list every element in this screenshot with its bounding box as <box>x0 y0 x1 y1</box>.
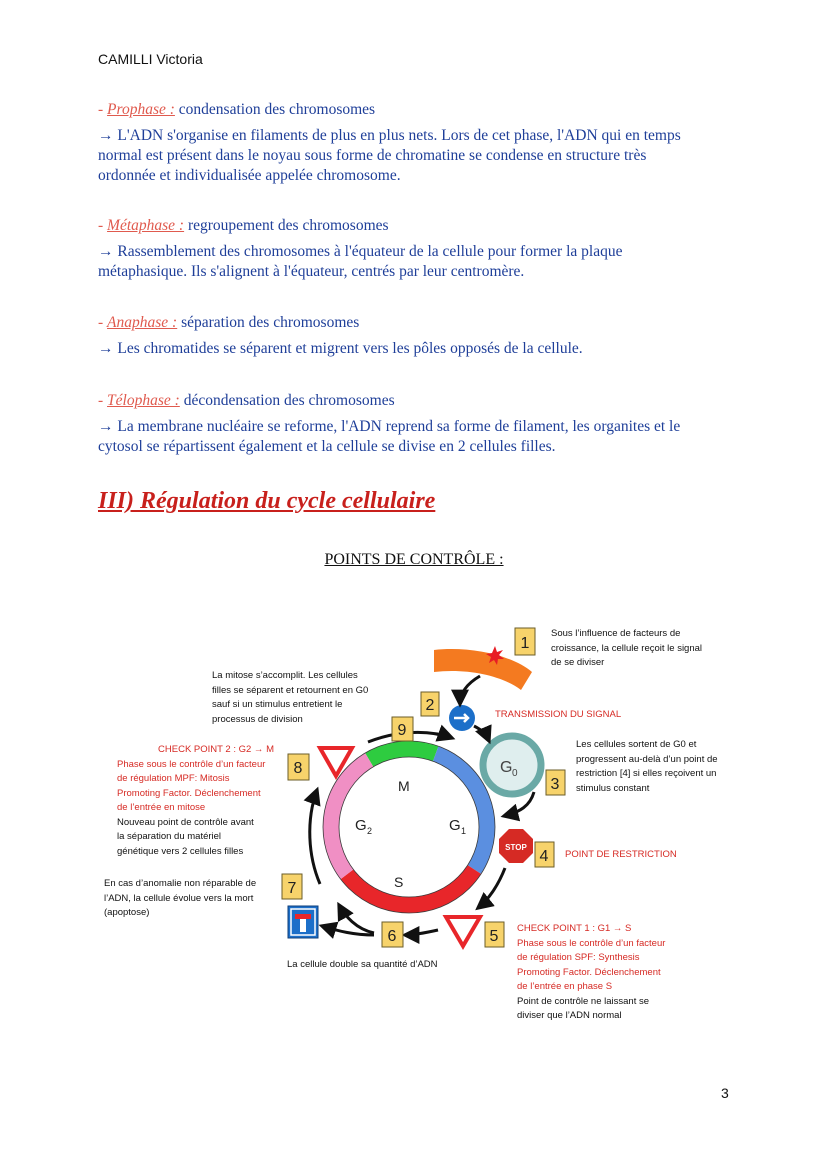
note-line: Les cellules sortent de G0 et <box>576 739 697 750</box>
note-line: (apoptose) <box>104 907 150 918</box>
phase-heading: - Métaphase : regroupement des chromosomes <box>98 217 389 234</box>
phase-m-segment <box>369 749 436 760</box>
label-g1-sub: 1 <box>461 826 467 836</box>
note-line: Nouveau point de contrôle avant <box>117 816 254 828</box>
note-9 <box>212 669 378 727</box>
note-5 <box>517 922 682 1024</box>
note-line: la séparation du matériel <box>117 831 222 842</box>
apoptosis-sign-stem <box>300 919 306 932</box>
phase-heading: - Anaphase : séparation des chromosomes <box>98 314 360 331</box>
description-line: normal est présent dans le noyau sous forme de chromatine se condense en structure très <box>98 147 647 164</box>
phase-name: Métaphase : <box>107 217 185 234</box>
note-line: stimulus constant <box>576 782 650 794</box>
label-g0: G <box>500 759 513 776</box>
label-m: M <box>398 778 410 794</box>
note-line: Phase sous le contrôle d’un facteur <box>117 758 266 770</box>
phase-heading: - Prophase : condensation des chromosomes <box>98 101 376 118</box>
label-g2: G <box>355 817 367 834</box>
label-g0-sub: 0 <box>512 768 518 779</box>
step-5-number: 5 <box>489 928 499 945</box>
phase-name: Télophase : <box>107 392 180 409</box>
arrow-to-checkpoint-1 <box>478 868 505 908</box>
label-g1: G <box>449 817 461 834</box>
description-line: métaphasique. Ils s'alignent à l'équateur, centrés par leur centromère. <box>98 263 525 280</box>
step-1-number: 1 <box>520 635 530 652</box>
note-line: Phase sous le contrôle d’un facteur <box>517 937 666 949</box>
note-3 <box>576 738 741 796</box>
stop-sign-text: STOP <box>505 843 527 852</box>
phase-name: Prophase : <box>107 101 175 118</box>
note-line: diviser que l’ADN normal <box>517 1010 622 1021</box>
note-line: Promoting Factor. Déclenchement <box>517 966 661 978</box>
note-line: En cas d’anomalie non réparable de <box>104 878 257 889</box>
checkpoint-1-triangle-icon <box>446 917 480 946</box>
label-s: S <box>394 874 404 890</box>
phase-heading: - Télophase : décondensation des chromosomes <box>98 392 395 409</box>
note-line: restriction [4] si elles reçoivent un <box>576 768 717 779</box>
note-line: de régulation SPF: Synthesis <box>517 952 640 963</box>
step-7-number: 7 <box>287 880 297 897</box>
note-line: génétique vers 2 cellules filles <box>117 845 244 857</box>
note-line: croissance, la cellule reçoit le signal <box>551 642 703 654</box>
label-g2-sub: 2 <box>367 826 373 836</box>
apoptosis-sign-bar <box>295 914 311 919</box>
step-9-number: 9 <box>397 722 407 739</box>
note-line: processus de division <box>212 713 303 725</box>
step-8-number: 8 <box>293 760 303 777</box>
arrow-to-g0 <box>474 726 489 741</box>
phase-summary: regroupement des chromosomes <box>187 217 389 234</box>
note-6: La cellule double sa quantité d’ADN <box>287 959 438 970</box>
diagram-title: POINTS DE CONTRÔLE : <box>324 551 504 568</box>
section-title: III) Régulation du cycle cellulaire <box>98 488 436 514</box>
description-line: ordonnée et individualisée appelée chromosome. <box>98 167 401 184</box>
author-header: CAMILLI Victoria <box>98 51 203 67</box>
note-4: POINT DE RESTRICTION <box>565 849 677 860</box>
note-line: La mitose s’accomplit. Les cellules <box>212 670 358 681</box>
page-number: 3 <box>721 1085 729 1101</box>
note-line: CHECK POINT 1 : G1 → S <box>517 923 632 934</box>
note-line: l’ADN, la cellule évolue vers la mort <box>104 892 254 904</box>
note-7 <box>104 877 274 921</box>
note-2: TRANSMISSION DU SIGNAL <box>495 709 622 720</box>
step-6-number: 6 <box>387 928 397 945</box>
phase-summary: condensation des chromosomes <box>178 101 376 118</box>
phase-summary: décondensation des chromosomes <box>183 392 395 409</box>
arrow-g2-to-checkpoint-2 <box>310 790 320 884</box>
description-line: → L'ADN s'organise en filaments de plus en plus nets. Lors de cet phase, l'ADN qui en temps <box>98 127 681 144</box>
note-line: de l’entrée en mitose <box>117 802 206 813</box>
description-line: → Les chromatides se séparent et migrent vers les pôles opposés de la cellule. <box>98 340 583 357</box>
note-line: de l’entrée en phase S <box>517 981 613 992</box>
note-8 <box>117 743 274 859</box>
note-line: de régulation MPF: Mitosis <box>117 773 230 784</box>
step-3-number: 3 <box>550 776 560 793</box>
note-line: Sous l’influence de facteurs de <box>551 628 681 639</box>
arrow-signal-in <box>460 676 480 704</box>
arrow-s-to-g2 <box>339 905 374 933</box>
note-line: progressent au-delà d’un point de <box>576 753 718 765</box>
arrow-to-step-6 <box>405 930 438 935</box>
phase-g1-segment <box>436 754 487 870</box>
description-line: → Rassemblement des chromosomes à l'équateur de la cellule pour former la plaque <box>98 243 623 260</box>
note-line: de se diviser <box>551 657 605 668</box>
phase-name: Anaphase : <box>107 314 178 331</box>
description-line: → La membrane nucléaire se reforme, l'ADN reprend sa forme de filament, les organites et le <box>98 418 681 435</box>
note-line: sauf si un stimulus entretient le <box>212 699 343 710</box>
phase-summary: séparation des chromosomes <box>181 314 360 331</box>
note-line: Point de contrôle ne laissant se <box>517 995 650 1007</box>
note-line: filles se séparent et retournent en G0 <box>212 684 369 696</box>
note-1 <box>551 627 716 671</box>
description-line: cytosol se répartissent également et la cellule se divise en 2 cellules filles. <box>98 438 556 455</box>
note-line: Promoting Factor. Déclenchement <box>117 787 261 799</box>
note-line: CHECK POINT 2 : G2 → M <box>158 744 274 755</box>
step-2-number: 2 <box>425 697 435 714</box>
step-4-number: 4 <box>539 848 549 865</box>
